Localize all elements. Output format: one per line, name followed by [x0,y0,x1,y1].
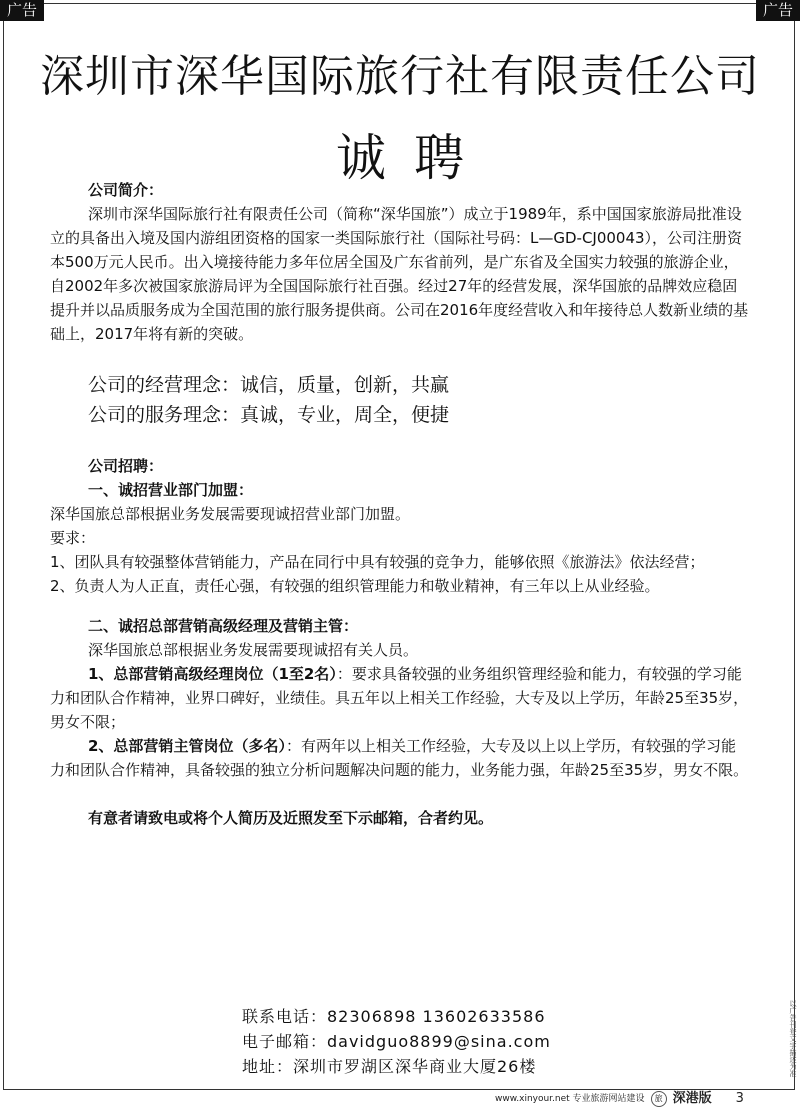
section1-req2: 2、负责人为人正直，责任心强，有较强的组织管理能力和敬业精神，有三年以上从业经验。 [50,577,660,595]
position2-body: ：有两年以上相关工作经验，大专及以上以上学历，有较强的学习能力和团队合作精神，具备较强的独立分析问题解决问题的能力，业务能力强，年龄25至35岁，男女不限。 [50,737,749,779]
section1-req-label: 要求： [50,529,96,547]
section1-req1: 1、团队具有较强整体营销能力，产品在同行中具有较强的竞争力，能够依照《旅游法》依法经营； [50,553,705,571]
section2-title: 二、诚招总部营销高级经理及营销主管： [88,617,359,635]
page-number: 3 [735,1091,744,1106]
contact-phone: 联系电话：82306898 13602633586 [242,1007,546,1026]
call-to-action: 有意者请致电或将个人简历及近照发至下示邮箱，合者约见。 [88,809,494,827]
footer-edition: 深港版 [672,1091,712,1106]
recruit-heading: 公司招聘： [88,457,164,475]
ad-label-right: 广告 [756,0,800,21]
footer-site: www.xinyour.net 专业旅游网站建设 [495,1094,645,1104]
side-note: 以广告刊登文字描述为准 [789,1000,797,1077]
contact-email: 电子邮箱：davidguo8899@sina.com [242,1032,551,1051]
ad-body [50,178,750,830]
section2-desc: 深华国旅总部根据业务发展需要现诚招有关人员。 [88,641,419,659]
recruit-subtitle: 诚聘 [336,129,492,187]
contact-address: 地址：深圳市罗湖区深华商业大厦26楼 [242,1057,537,1076]
intro-body: 深圳市深华国际旅行社有限责任公司（简称“深华国旅”）成立于1989年，系中国国家旅游局批准设立的具备出入境及国内游组团资格的国家一类国际旅行社（国际社号码：L—GD-CJ00043），公司注册资本500万元人民币。出入境接待能力多年位居全国及广东省前列，是广东省及全国实力较强的旅游企业，自2002年多次被国家旅游局评为全国国际旅行社百强。经过27年的经营发展，深华国旅的品牌效应稳固提升并以品质服务成为全国范围的旅行服务提供商。公司在2016年度经营收入和年接待总人数新业绩的基础上，2017年将有新的突破。 [50,205,749,343]
section1-desc: 深华国旅总部根据业务发展需要现诚招营业部门加盟。 [50,505,411,523]
position1-title: 1、总部营销高级经理岗位（1至2名） [88,665,337,683]
ad-label-left: 广告 [0,0,44,21]
travel-logo-icon: 旅 [651,1091,667,1107]
business-motto: 公司的经营理念：诚信，质量，创新，共赢 [88,374,450,396]
contact-block [242,1004,551,1079]
position1-body: ：要求具备较强的业务组织管理经验和能力，有较强的学习能力和团队合作精神，业界口碑好，业绩佳。具五年以上相关工作经验，大专及以上学历，年龄25至35岁，男女不限； [50,665,749,731]
section1-title: 一、诚招营业部门加盟： [88,481,254,499]
service-motto: 公司的服务理念：真诚，专业，周全，便捷 [88,404,450,426]
position2 [50,734,750,782]
intro-heading: 公司简介： [88,181,164,199]
company-title: 深圳市深华国际旅行社有限责任公司 [40,51,760,102]
position1 [50,662,750,734]
page-footer [495,1089,744,1109]
position2-title: 2、总部营销主管岗位（多名） [88,737,286,755]
